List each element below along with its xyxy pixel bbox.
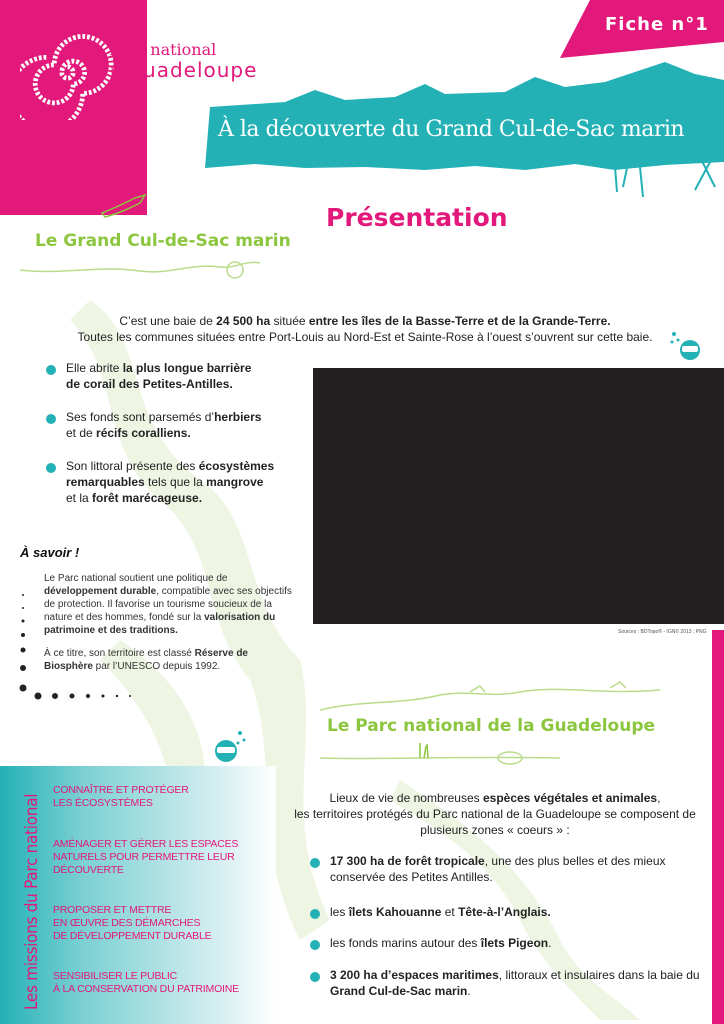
bullet-bold: îlets Kahouanne [348,905,442,919]
bullet-foret [330,853,700,885]
logo-line-2-small: de la [90,66,123,81]
parc-intro-bold: espèces végétales et animales [482,791,658,805]
asavoir-bold: Réserve de Biosphère [44,648,248,672]
parc-intro-paragraph [285,790,705,838]
heading-grand-cul-de-sac: Le Grand Cul-de-Sac marin [35,231,291,251]
parc-intro-text: , [657,791,661,805]
asavoir-text: , compatible avec ses objectifs de protection. Il favorise un tourisme soucieux de la nature et des hommes, fondé sur la [44,586,292,623]
bullet-text: Son littoral présente des [66,459,199,473]
bullet-text: et [441,905,459,919]
bullet-ilets-kahouanne [330,904,700,920]
bullet-text: tels que la [144,475,207,489]
bullet-herbiers [66,409,306,441]
diver-icon [668,328,708,366]
bullet-barriere [66,360,306,392]
bullet-dot [46,365,56,375]
heading-parc-national: Le Parc national de la Guadeloupe [327,716,656,736]
intro-area: 24 500 ha [216,314,271,328]
intro-communes: Toutes les communes situées entre Port-Louis au Nord-Est et Sainte-Rose à l’ouest s’ouvrent sur cette baie. [77,330,653,344]
missions-vertical-title: Les missions du Parc national [22,793,42,1010]
coastline-illustration [20,245,260,285]
mission-item: PROPOSER ET METTRE EN ŒUVRE DES DÉMARCHES DE DÉVELOPPEMENT DURABLE [53,904,212,942]
bird-illustration [100,193,150,223]
bullet-bold: Grand Cul-de-Sac marin [330,984,468,998]
a-savoir-text [44,572,294,683]
bullet-text: les fonds marins autour des [330,936,481,950]
bullet-text: Elle abrite [66,361,123,375]
asavoir-bold: développement durable [44,586,157,597]
asavoir-text: Le Parc national soutient une politique de [44,573,228,584]
bullet-espaces-maritimes [330,967,700,999]
intro-paragraph [20,313,710,345]
dotted-decoration [18,590,38,700]
bullet-dot [46,463,56,473]
page-title: À la découverte du Grand Cul-de-Sac marin [218,117,685,142]
bullet-text: les [330,905,349,919]
asavoir-text: À ce titre, son territoire est classé [44,648,195,659]
logo-line-2-big: Guadeloupe [126,58,258,82]
asavoir-bold: valorisation du patrimoine et des traditions. [44,612,276,636]
bullet-bold: remarquables [66,475,145,489]
parc-intro-text: les territoires protégés du Parc national de la Guadeloupe se composent de plusieurs zones « coeurs » : [294,807,696,837]
bullet-bold: récifs coralliens. [96,426,191,440]
mission-item: SENSIBILISER LE PUBLIC À LA CONSERVATION DU PATRIMOINE [53,970,239,995]
intro-location: entre les îles de la Basse-Terre et de la Grande-Terre. [308,314,611,328]
map-image [313,368,724,624]
bullet-bold: écosystèmes [198,459,275,473]
dotted-line-decoration [30,688,140,704]
bullet-text: Ses fonds sont parsemés d’ [66,410,215,424]
fiche-number: Fiche n°1 [605,14,709,35]
underwater-illustration [320,738,560,778]
bullet-bold: Tête-à-l’Anglais. [458,905,551,919]
bullet-dot [310,909,320,919]
bullet-bold: forêt marécageuse. [92,491,203,505]
bullet-bold: 3 200 ha d’espaces maritimes [330,968,499,982]
bullet-ilets-pigeon [330,935,700,951]
bullet-bold: herbiers [214,410,262,424]
bullet-ecosystemes [66,458,306,506]
bullet-text: , littoraux et insulaires dans la baie du [498,968,700,982]
a-savoir-title: À savoir ! [20,545,80,560]
section-title-presentation: Présentation [326,203,508,232]
bullet-text: et la [66,491,93,505]
bullet-bold: îlets Pigeon [480,936,549,950]
bullet-text: et de [66,426,97,440]
diver-icon [210,725,250,767]
intro-text-1: C’est une baie de [119,314,217,328]
coastline-birds-illustration [320,680,660,716]
parc-intro-text: Lieux de vie de nombreuses [329,791,483,805]
asavoir-text: par l’UNESCO depuis 1992. [92,661,221,672]
bullet-bold: mangrove [206,475,264,489]
bullet-dot [46,414,56,424]
bullet-dot [310,972,320,982]
bullet-dot [310,940,320,950]
mission-item: AMÉNAGER ET GÉRER LES ESPACES NATURELS POUR PERMETTRE LEUR DÉCOUVERTE [53,838,239,876]
bullet-text: . [548,936,552,950]
map-sources: Sources : BDTopo® - IGN© 2013 ; PNG [618,629,707,635]
bullet-text: . [467,984,471,998]
logo-line-1: Parc national [109,40,217,59]
bullet-text: , une des plus belles et des mieux conservée des Petites Antilles. [330,854,666,884]
mission-item: CONNAÎTRE ET PROTÉGER LES ÉCOSYSTÈMES [53,784,189,809]
intro-text-2: située [270,314,309,328]
bullet-bold: 17 300 ha de forêt tropicale [330,854,485,868]
bullet-dot [310,858,320,868]
right-accent-bar [712,630,724,1024]
bullet-bold: de corail des Petites-Antilles. [66,377,233,391]
bullet-bold: la plus longue barrière [122,361,252,375]
